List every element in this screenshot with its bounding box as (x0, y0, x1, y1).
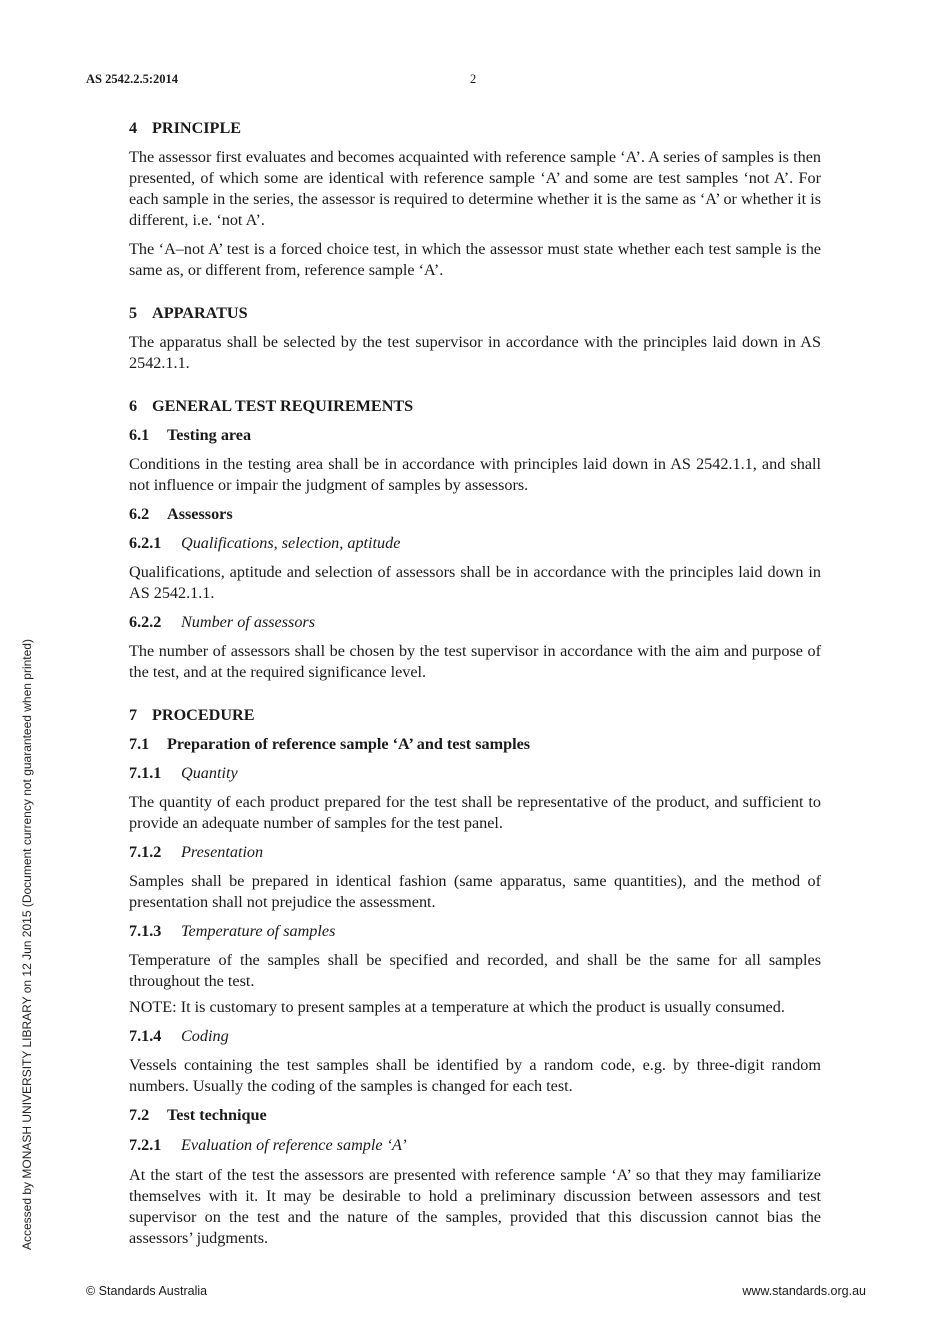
paragraph: The ‘A–not A’ test is a forced choice test, in which the assessor must state whether each test sample is the same as, or different from, reference sample ‘A’. (129, 240, 821, 279)
clause-heading-7-2-1: 7.2.1 Evaluation of reference sample ‘A’ (129, 1136, 407, 1154)
clause-heading-6-2-1: 6.2.1 Qualifications, selection, aptitude (129, 534, 401, 552)
subsection-heading-6-1: 6.1 Testing area (129, 426, 252, 444)
subsection-heading-6-2: 6.2 Assessors (129, 505, 233, 523)
note: NOTE: It is customary to present samples at a temperature at which the product is usually consumed. (129, 998, 785, 1016)
clause-heading-7-1-3: 7.1.3 Temperature of samples (129, 922, 336, 940)
paragraph: Conditions in the testing area shall be in accordance with principles laid down in AS 2542.1.1, and shall not influence or impair the judgment of samples by assessors. (129, 455, 821, 494)
document-id: AS 2542.2.5:2014 (86, 72, 179, 86)
paragraph: The apparatus shall be selected by the test supervisor in accordance with the principles laid down in AS 2542.1.1. (129, 333, 821, 372)
section-heading-7: 7 PROCEDURE (129, 706, 255, 724)
clause-heading-6-2-2: 6.2.2 Number of assessors (129, 613, 316, 631)
access-watermark: Accessed by MONASH UNIVERSITY LIBRARY on 12 Jun 2015 (Document currency not guaranteed when printed) (20, 639, 34, 1250)
paragraph: Temperature of the samples shall be specified and recorded, and shall be the same for all samples throughout the test. (129, 951, 821, 990)
section-heading-4: 4 PRINCIPLE (129, 119, 242, 137)
document-body (129, 118, 821, 1249)
subsection-heading-7-2: 7.2 Test technique (129, 1106, 267, 1124)
paragraph: The quantity of each product prepared for the test shall be representative of the product, and sufficient to provide an adequate number of samples for the test panel. (129, 793, 821, 832)
paragraph: Qualifications, aptitude and selection of assessors shall be in accordance with the principles laid down in AS 2542.1.1. (129, 563, 821, 602)
paragraph: The number of assessors shall be chosen by the test supervisor in accordance with the aim and purpose of the test, and at the required significance level. (129, 642, 821, 681)
subsection-heading-7-1: 7.1 Preparation of reference sample ‘A’ and test samples (129, 735, 531, 753)
page-number: 2 (470, 72, 477, 86)
section-heading-5: 5 APPARATUS (129, 304, 248, 322)
clause-heading-7-1-1: 7.1.1 Quantity (129, 764, 238, 782)
page-footer (86, 1284, 866, 1302)
copyright-notice: © Standards Australia (86, 1284, 208, 1298)
paragraph: The assessor first evaluates and becomes acquainted with reference sample ‘A’. A series of samples is then presented, of which some are identical with reference sample ‘A’ and some are test samples ‘not A’. For each sample in the series, the assessor is required to determine whether it is the same as ‘A’ or whether it is different, i.e. ‘not A’. (129, 148, 821, 229)
website-link[interactable]: www.standards.org.au (742, 1284, 866, 1298)
paragraph: Samples shall be prepared in identical fashion (same apparatus, same quantities), and the method of presentation shall not prejudice the assessment. (129, 872, 821, 911)
page-header (86, 72, 866, 90)
paragraph: At the start of the test the assessors are presented with reference sample ‘A’ so that they may familiarize themselves with it. It may be desirable to hold a preliminary discussion between assessors and test supervisor on the test and the nature of the samples, provided that this discussion cannot bias the assessors’ judgments. (129, 1166, 821, 1247)
section-heading-6: 6 GENERAL TEST REQUIREMENTS (129, 397, 414, 415)
clause-heading-7-1-2: 7.1.2 Presentation (129, 843, 264, 861)
clause-heading-7-1-4: 7.1.4 Coding (129, 1027, 229, 1045)
paragraph: Vessels containing the test samples shall be identified by a random code, e.g. by three-digit random numbers. Usually the coding of the samples is changed for each test. (129, 1056, 821, 1095)
